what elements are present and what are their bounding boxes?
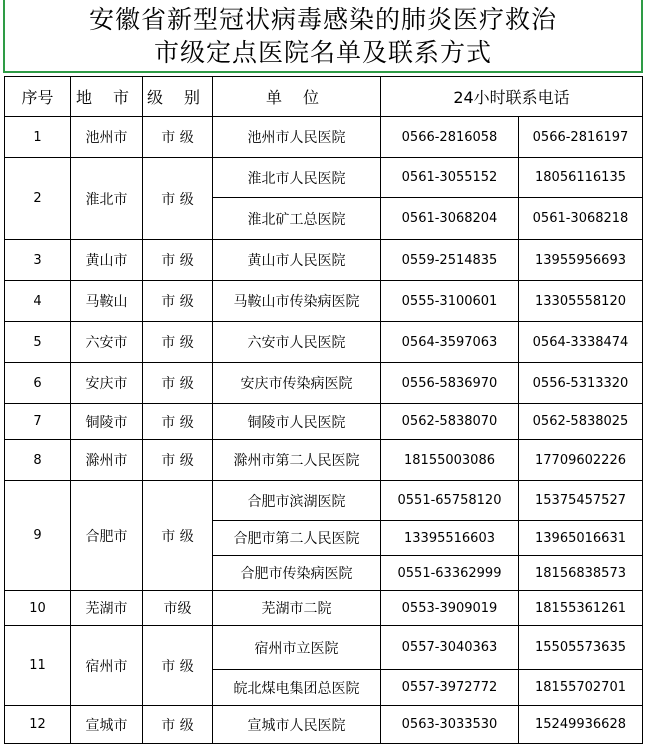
cell-city[interactable]: 合肥市: [71, 481, 143, 591]
cell-unit[interactable]: 黄山市人民医院: [213, 240, 381, 281]
table-row: [5, 440, 643, 481]
cell-level[interactable]: 市 级: [143, 706, 213, 744]
cell-level[interactable]: 市 级: [143, 404, 213, 440]
cell-no[interactable]: 8: [5, 440, 71, 481]
table-body: [5, 117, 643, 744]
cell-level[interactable]: 市 级: [143, 281, 213, 322]
cell-city[interactable]: 安庆市: [71, 363, 143, 404]
cell-phone-2[interactable]: 15249936628: [519, 706, 643, 744]
cell-phone-2[interactable]: 18056116135: [519, 158, 643, 198]
header-no[interactable]: 序号: [5, 77, 71, 117]
cell-level[interactable]: 市 级: [143, 117, 213, 158]
cell-level[interactable]: 市 级: [143, 363, 213, 404]
cell-city[interactable]: 淮北市: [71, 158, 143, 240]
cell-phone-2[interactable]: 0564-3338474: [519, 322, 643, 363]
table-row: [5, 363, 643, 404]
cell-city[interactable]: 芜湖市: [71, 591, 143, 626]
header-unit[interactable]: 单 位: [213, 77, 381, 117]
cell-city[interactable]: 黄山市: [71, 240, 143, 281]
cell-unit[interactable]: 合肥市第二人民医院: [213, 521, 381, 556]
cell-phone-1[interactable]: 0561-3068204: [381, 198, 519, 240]
cell-unit[interactable]: 皖北煤电集团总医院: [213, 670, 381, 706]
cell-unit[interactable]: 合肥市滨湖医院: [213, 481, 381, 521]
table-row: [5, 117, 643, 158]
cell-level[interactable]: 市 级: [143, 240, 213, 281]
header-city[interactable]: 地 市: [71, 77, 143, 117]
cell-phone-1[interactable]: 0559-2514835: [381, 240, 519, 281]
cell-unit[interactable]: 滁州市第二人民医院: [213, 440, 381, 481]
table-row: [5, 158, 643, 198]
cell-phone-1[interactable]: 0564-3597063: [381, 322, 519, 363]
cell-phone-2[interactable]: 18155702701: [519, 670, 643, 706]
cell-unit[interactable]: 宣城市人民医院: [213, 706, 381, 744]
cell-phone-2[interactable]: 13305558120: [519, 281, 643, 322]
table-row: [5, 591, 643, 626]
table-row: [5, 404, 643, 440]
cell-phone-1[interactable]: 0557-3040363: [381, 626, 519, 670]
cell-phone-2[interactable]: 13965016631: [519, 521, 643, 556]
cell-phone-2[interactable]: 18155361261: [519, 591, 643, 626]
cell-unit[interactable]: 芜湖市二院: [213, 591, 381, 626]
cell-city[interactable]: 滁州市: [71, 440, 143, 481]
cell-phone-1[interactable]: 0563-3033530: [381, 706, 519, 744]
cell-phone-1[interactable]: 13395516603: [381, 521, 519, 556]
cell-phone-1[interactable]: 0556-5836970: [381, 363, 519, 404]
cell-unit[interactable]: 马鞍山市传染病医院: [213, 281, 381, 322]
cell-level[interactable]: 市 级: [143, 626, 213, 706]
cell-city[interactable]: 马鞍山: [71, 281, 143, 322]
cell-phone-1[interactable]: 0555-3100601: [381, 281, 519, 322]
table-row: [5, 626, 643, 670]
cell-phone-1[interactable]: 0557-3972772: [381, 670, 519, 706]
cell-phone-2[interactable]: 0566-2816197: [519, 117, 643, 158]
cell-level[interactable]: 市 级: [143, 158, 213, 240]
cell-unit[interactable]: 淮北矿工总医院: [213, 198, 381, 240]
cell-no[interactable]: 10: [5, 591, 71, 626]
cell-phone-2[interactable]: 0561-3068218: [519, 198, 643, 240]
cell-phone-2[interactable]: 13955956693: [519, 240, 643, 281]
cell-level[interactable]: 市级: [143, 591, 213, 626]
header-row: [5, 77, 643, 117]
cell-no[interactable]: 12: [5, 706, 71, 744]
cell-unit[interactable]: 安庆市传染病医院: [213, 363, 381, 404]
cell-no[interactable]: 11: [5, 626, 71, 706]
title-line-2: 市级定点医院名单及联系方式: [153, 37, 492, 67]
cell-unit[interactable]: 宿州市立医院: [213, 626, 381, 670]
sheet-title-block: [3, 0, 643, 73]
cell-unit[interactable]: 合肥市传染病医院: [213, 556, 381, 591]
cell-no[interactable]: 6: [5, 363, 71, 404]
cell-city[interactable]: 池州市: [71, 117, 143, 158]
cell-phone-2[interactable]: 0556-5313320: [519, 363, 643, 404]
cell-phone-1[interactable]: 18155003086: [381, 440, 519, 481]
cell-city[interactable]: 宿州市: [71, 626, 143, 706]
cell-phone-2[interactable]: 18156838573: [519, 556, 643, 591]
cell-level[interactable]: 市 级: [143, 322, 213, 363]
table-row: [5, 481, 643, 521]
cell-phone-2[interactable]: 15505573635: [519, 626, 643, 670]
table-row: [5, 322, 643, 363]
cell-no[interactable]: 4: [5, 281, 71, 322]
cell-level[interactable]: 市 级: [143, 440, 213, 481]
cell-phone-1[interactable]: 0551-65758120: [381, 481, 519, 521]
title-line-1: 安徽省新型冠状病毒感染的肺炎医疗救治: [88, 4, 557, 34]
cell-unit[interactable]: 铜陵市人民医院: [213, 404, 381, 440]
cell-level[interactable]: 市 级: [143, 481, 213, 591]
cell-phone-1[interactable]: 0566-2816058: [381, 117, 519, 158]
cell-phone-2[interactable]: 0562-5838025: [519, 404, 643, 440]
cell-no[interactable]: 5: [5, 322, 71, 363]
cell-city[interactable]: 铜陵市: [71, 404, 143, 440]
table-row: [5, 240, 643, 281]
cell-unit[interactable]: 池州市人民医院: [213, 117, 381, 158]
cell-phone-1[interactable]: 0553-3909019: [381, 591, 519, 626]
cell-phone-2[interactable]: 17709602226: [519, 440, 643, 481]
hospital-table: [4, 76, 643, 744]
cell-unit[interactable]: 淮北市人民医院: [213, 158, 381, 198]
cell-city[interactable]: 宣城市: [71, 706, 143, 744]
cell-no[interactable]: 1: [5, 117, 71, 158]
cell-phone-2[interactable]: 15375457527: [519, 481, 643, 521]
cell-no[interactable]: 7: [5, 404, 71, 440]
cell-unit[interactable]: 六安市人民医院: [213, 322, 381, 363]
cell-phone-1[interactable]: 0551-63362999: [381, 556, 519, 591]
cell-no[interactable]: 2: [5, 158, 71, 240]
header-phone[interactable]: 24小时联系电话: [381, 77, 643, 117]
table-row: [5, 706, 643, 744]
cell-phone-1[interactable]: 0561-3055152: [381, 158, 519, 198]
cell-no[interactable]: 3: [5, 240, 71, 281]
cell-phone-1[interactable]: 0562-5838070: [381, 404, 519, 440]
header-level[interactable]: 级 别: [143, 77, 213, 117]
cell-no[interactable]: 9: [5, 481, 71, 591]
table-row: [5, 281, 643, 322]
cell-city[interactable]: 六安市: [71, 322, 143, 363]
